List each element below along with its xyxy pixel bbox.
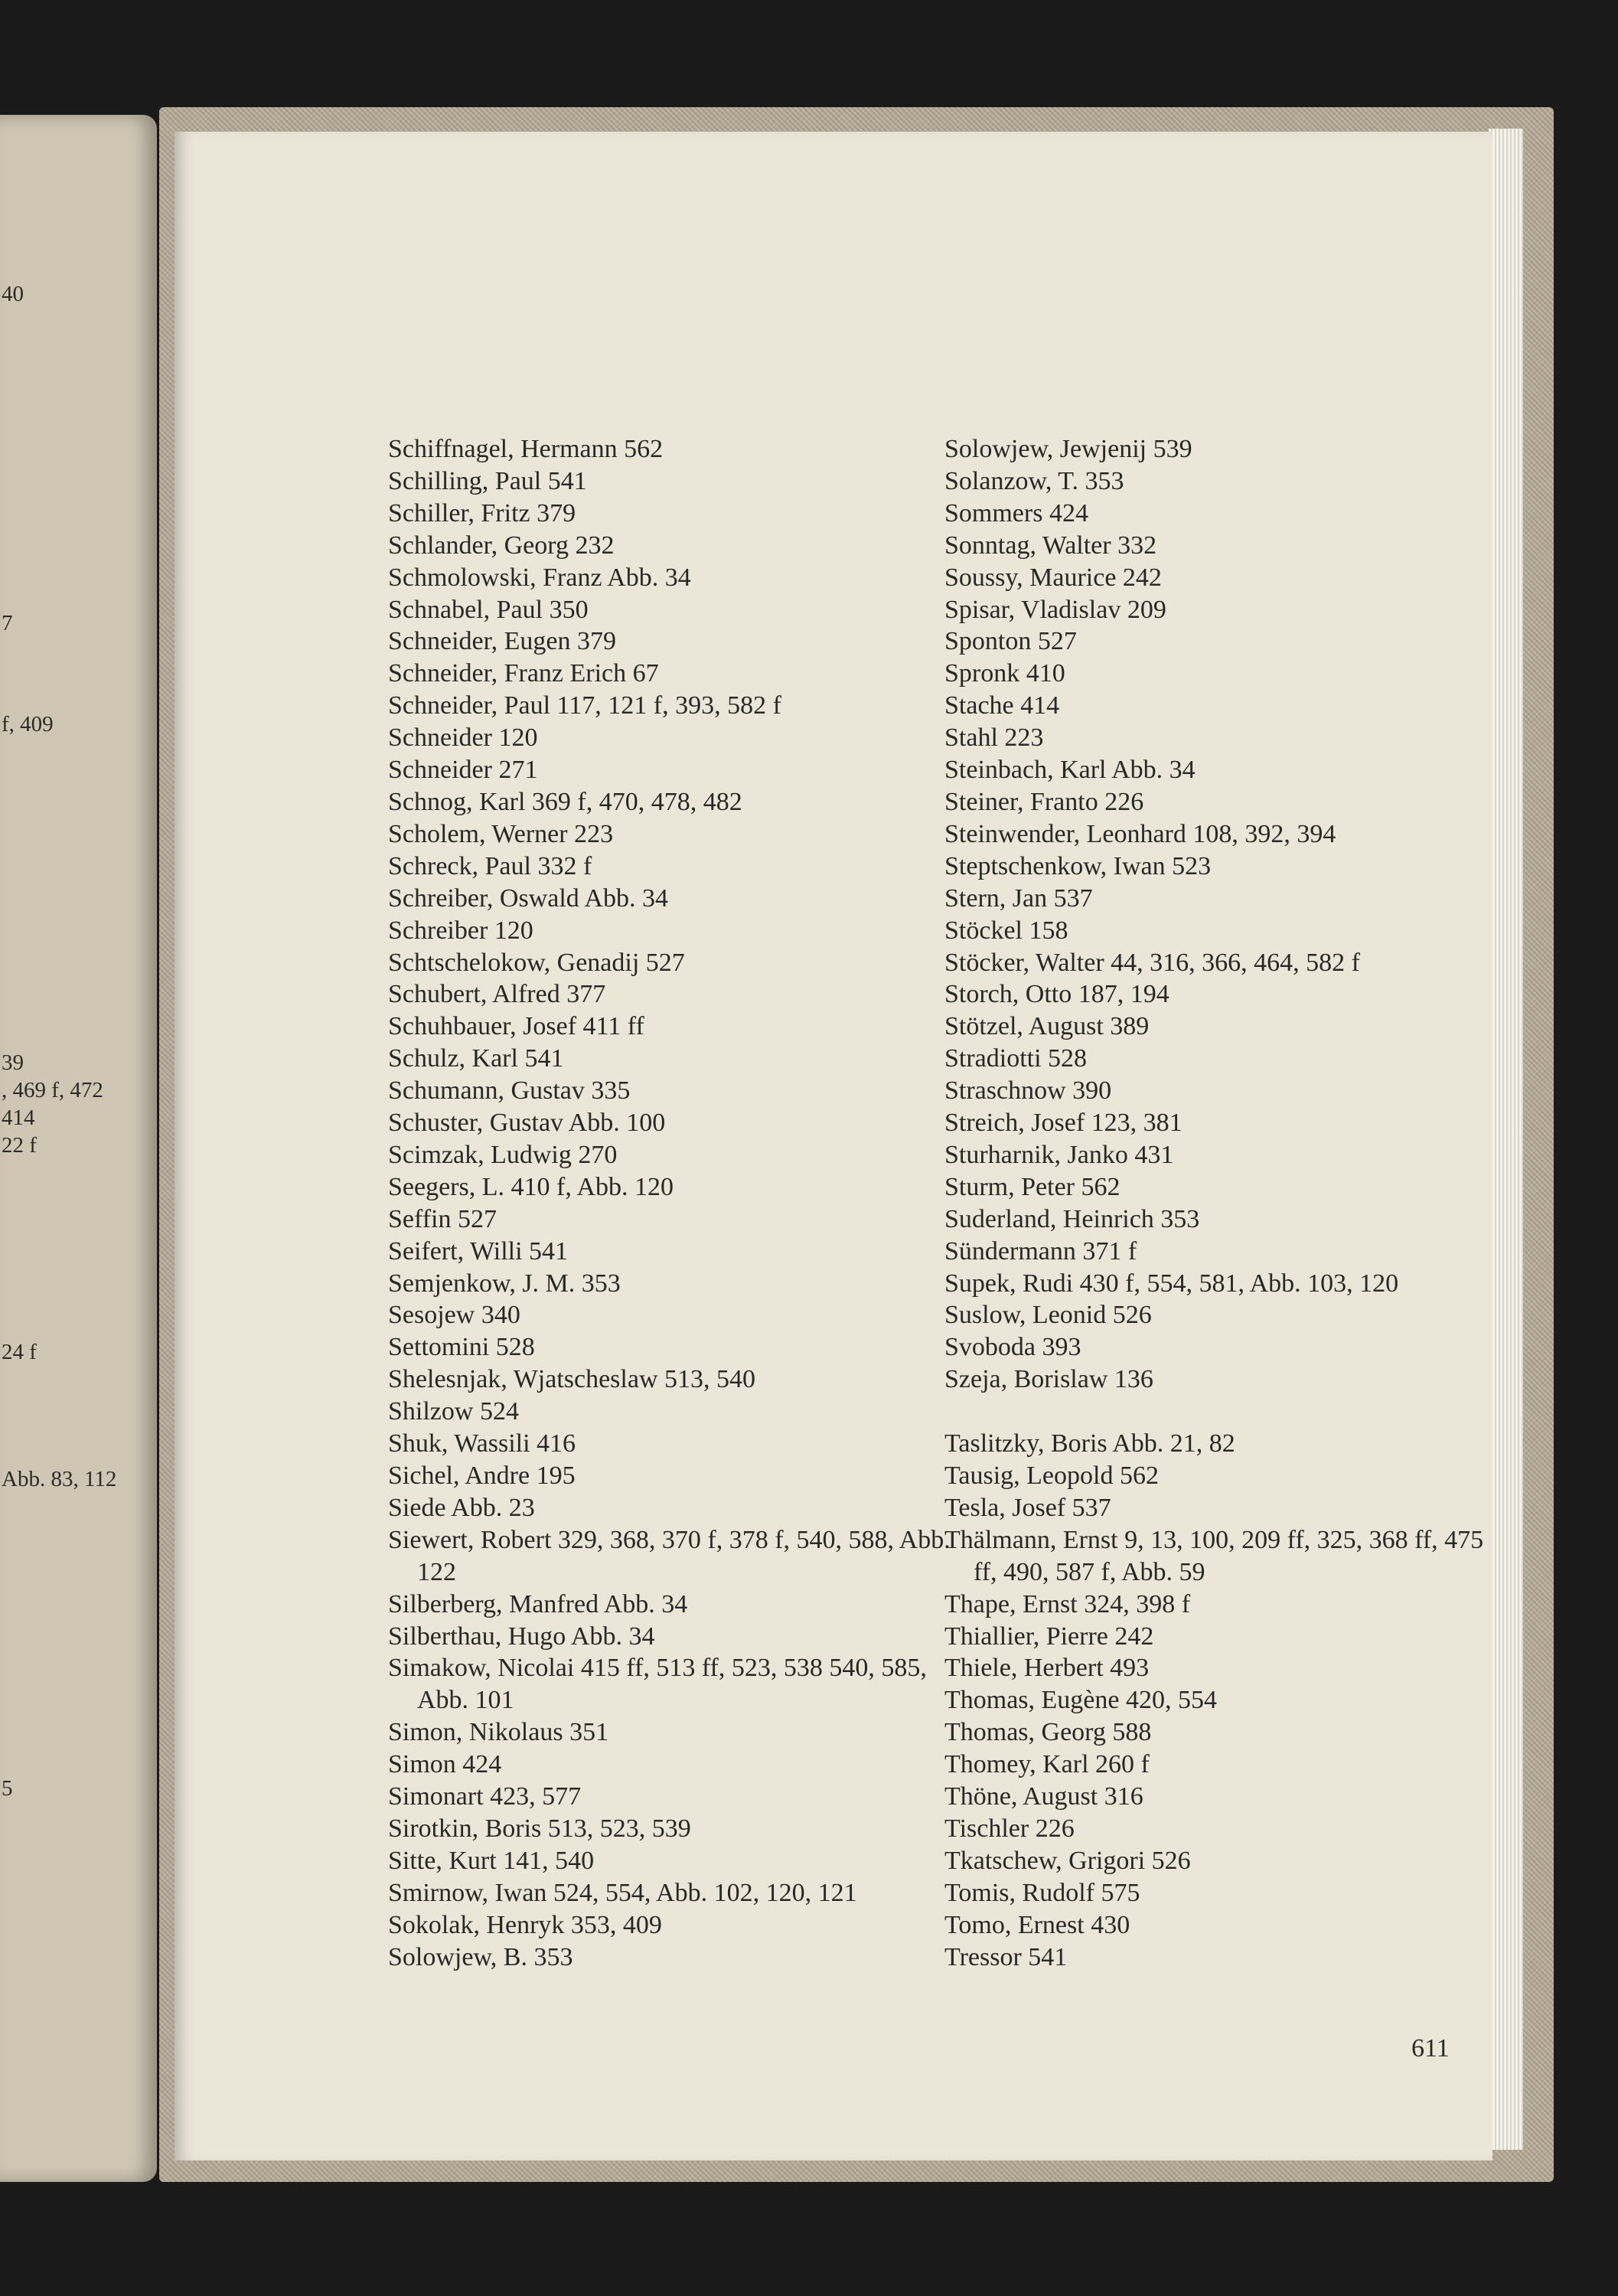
index-entry: Schlander, Georg 232	[388, 531, 615, 560]
index-entry: Straschnow 390	[944, 1076, 1112, 1106]
index-entry: Sitte, Kurt 141, 540	[388, 1846, 595, 1875]
index-entry: Seifert, Willi 541	[388, 1236, 569, 1266]
index-entry: Schulz, Karl 541	[388, 1044, 564, 1073]
index-entry: Tomis, Rudolf 575	[944, 1878, 1140, 1907]
index-entry: Thomas, Georg 588	[944, 1718, 1152, 1747]
page-number: 611	[1411, 2034, 1450, 2062]
index-entry: Thape, Ernst 324, 398 f	[944, 1589, 1191, 1618]
index-entry: Schuster, Gustav Abb. 100	[388, 1109, 666, 1138]
index-entry: Tischler 226	[944, 1814, 1075, 1843]
index-entry: Siede Abb. 23	[388, 1493, 535, 1522]
index-entry: Siewert, Robert 329, 368, 370 f, 378 f, 540, 588, Abb. 122	[388, 1525, 951, 1586]
index-entry: Shelesnjak, Wjatscheslaw 513, 540	[388, 1365, 756, 1394]
facing-page-fragment: f, 409	[2, 712, 54, 736]
index-entry: Schnabel, Paul 350	[388, 595, 589, 624]
index-entry: Suderland, Heinrich 353	[944, 1204, 1200, 1233]
index-entry: Steinbach, Karl Abb. 34	[944, 756, 1196, 785]
index-entry: Solanzow, T. 353	[944, 466, 1124, 495]
facing-page-fragment: 22 f	[2, 1133, 37, 1158]
index-entry: Stern, Jan 537	[944, 883, 1093, 913]
index-entry: Schilling, Paul 541	[388, 466, 587, 495]
index-entry: Sturharnik, Janko 431	[944, 1140, 1174, 1169]
index-entry: Stache 414	[944, 691, 1060, 720]
index-entry: Taslitzky, Boris Abb. 21, 82	[944, 1429, 1235, 1458]
index-entry: Thomey, Karl 260 f	[944, 1750, 1150, 1779]
index-entry: Schreiber 120	[388, 916, 533, 945]
index-entry: Scimzak, Ludwig 270	[388, 1140, 618, 1169]
index-entry: Schumann, Gustav 335	[388, 1076, 631, 1106]
index-entry: Szeja, Borislaw 136	[944, 1365, 1153, 1394]
index-entry: Schiller, Fritz 379	[388, 498, 576, 527]
index-entry: Streich, Josef 123, 381	[944, 1109, 1183, 1138]
facing-page-fragment: Abb. 83, 112	[2, 1467, 117, 1491]
index-entry: Steiner, Franto 226	[944, 787, 1144, 816]
facing-page-fragment: 5	[2, 1776, 13, 1801]
index-entry: Spronk 410	[944, 659, 1065, 688]
facing-page	[0, 115, 157, 2182]
index-entry: Schubert, Alfred 377	[388, 980, 606, 1009]
facing-page-fragment: 24 f	[2, 1340, 37, 1364]
index-entry: Sesojew 340	[388, 1301, 520, 1330]
section-spacer	[944, 1396, 1511, 1428]
index-entry: Tomo, Ernest 430	[944, 1910, 1130, 1939]
index-entry: Silberthau, Hugo Abb. 34	[388, 1622, 655, 1651]
index-entry: Simon 424	[388, 1750, 502, 1779]
index-entry: Svoboda 393	[944, 1333, 1081, 1362]
index-entry: Thomas, Eugène 420, 554	[944, 1686, 1217, 1715]
index-entry: Steinwender, Leonhard 108, 392, 394	[944, 819, 1336, 848]
index-entry: Simakow, Nicolai 415 ff, 513 ff, 523, 538 540, 585, Abb. 101	[388, 1654, 927, 1715]
index-entry: Sommers 424	[944, 498, 1088, 527]
index-entry: Stöcker, Walter 44, 316, 366, 464, 582 f	[944, 948, 1360, 977]
index-entry: Simon, Nikolaus 351	[388, 1718, 609, 1747]
index-entry: Spisar, Vladislav 209	[944, 595, 1166, 624]
index-entry: Seffin 527	[388, 1204, 497, 1233]
index-entry: Sturm, Peter 562	[944, 1172, 1121, 1201]
index-entry: Semjenkow, J. M. 353	[388, 1269, 621, 1298]
index-entry: Schneider, Eugen 379	[388, 627, 616, 656]
index-entry: Steptschenkow, Iwan 523	[944, 851, 1212, 880]
index-entry: Smirnow, Iwan 524, 554, Abb. 102, 120, 121	[388, 1878, 857, 1907]
index-entry: Schneider, Paul 117, 121 f, 393, 582 f	[388, 691, 781, 720]
index-entry: Stöckel 158	[944, 916, 1068, 945]
index-entry: Schuhbauer, Josef 411 ff	[388, 1012, 644, 1041]
index-entry: Tesla, Josef 537	[944, 1493, 1111, 1522]
index-entry: Shilzow 524	[388, 1397, 519, 1426]
index-entry: Solowjew, B. 353	[388, 1942, 573, 1971]
facing-page-fragment: 7	[2, 611, 13, 635]
index-entry: Solowjew, Jewjenij 539	[944, 435, 1192, 463]
index-entry: Silberberg, Manfred Abb. 34	[388, 1589, 688, 1618]
index-entry: Sirotkin, Boris 513, 523, 539	[388, 1814, 691, 1843]
index-entry: Schneider 271	[388, 756, 538, 785]
index-entry: Schiffnagel, Hermann 562	[388, 435, 664, 463]
index-entry: Tressor 541	[944, 1942, 1068, 1971]
facing-page-fragment: 414	[2, 1106, 35, 1130]
index-entry: Schmolowski, Franz Abb. 34	[388, 563, 691, 592]
index-entry: Schneider 120	[388, 723, 538, 753]
facing-page-fragment: , 469 f, 472	[2, 1078, 103, 1102]
index-entry: Schneider, Franz Erich 67	[388, 659, 659, 688]
index-entry: Storch, Otto 187, 194	[944, 980, 1169, 1009]
facing-page-fragment: 40	[2, 282, 24, 306]
index-entry: Sponton 527	[944, 627, 1077, 656]
index-entry: Sonntag, Walter 332	[944, 531, 1157, 560]
index-entry: Stahl 223	[944, 723, 1044, 753]
index-entry: Tausig, Leopold 562	[944, 1461, 1159, 1490]
index-entry: Thiele, Herbert 493	[944, 1654, 1150, 1683]
index-entry: Stötzel, August 389	[944, 1012, 1150, 1041]
index-entry: Thöne, August 316	[944, 1782, 1143, 1811]
index-column-right	[944, 433, 1511, 1973]
index-entry: Supek, Rudi 430 f, 554, 581, Abb. 103, 120	[944, 1269, 1399, 1298]
index-entry: Thälmann, Ernst 9, 13, 100, 209 ff, 325, 368 ff, 475 ff, 490, 587 f, Abb. 59	[944, 1525, 1484, 1586]
index-column-left	[388, 433, 954, 1974]
index-entry: Tkatschew, Grigori 526	[944, 1846, 1191, 1875]
index-entry: Thiallier, Pierre 242	[944, 1622, 1154, 1651]
index-entry: Seegers, L. 410 f, Abb. 120	[388, 1172, 674, 1201]
index-entry: Sokolak, Henryk 353, 409	[388, 1910, 662, 1939]
index-entry: Simonart 423, 577	[388, 1782, 582, 1811]
index-entry: Schreiber, Oswald Abb. 34	[388, 883, 668, 913]
index-entry: Sichel, Andre 195	[388, 1462, 576, 1490]
facing-page-fragment: 39	[2, 1050, 24, 1075]
index-entry: Sündermann 371 f	[944, 1236, 1137, 1266]
index-entry: Schtschelokow, Genadij 527	[388, 948, 685, 977]
index-entry: Schreck, Paul 332 f	[388, 851, 592, 880]
index-entry: Suslow, Leonid 526	[944, 1301, 1152, 1330]
index-entry: Stradiotti 528	[944, 1044, 1088, 1073]
index-entry: Settomini 528	[388, 1333, 535, 1362]
index-entry: Shuk, Wassili 416	[388, 1429, 576, 1458]
index-entry: Scholem, Werner 223	[388, 819, 614, 848]
index-page	[175, 132, 1492, 2160]
index-entry: Schnog, Karl 369 f, 470, 478, 482	[388, 787, 742, 816]
index-entry: Soussy, Maurice 242	[944, 563, 1162, 592]
